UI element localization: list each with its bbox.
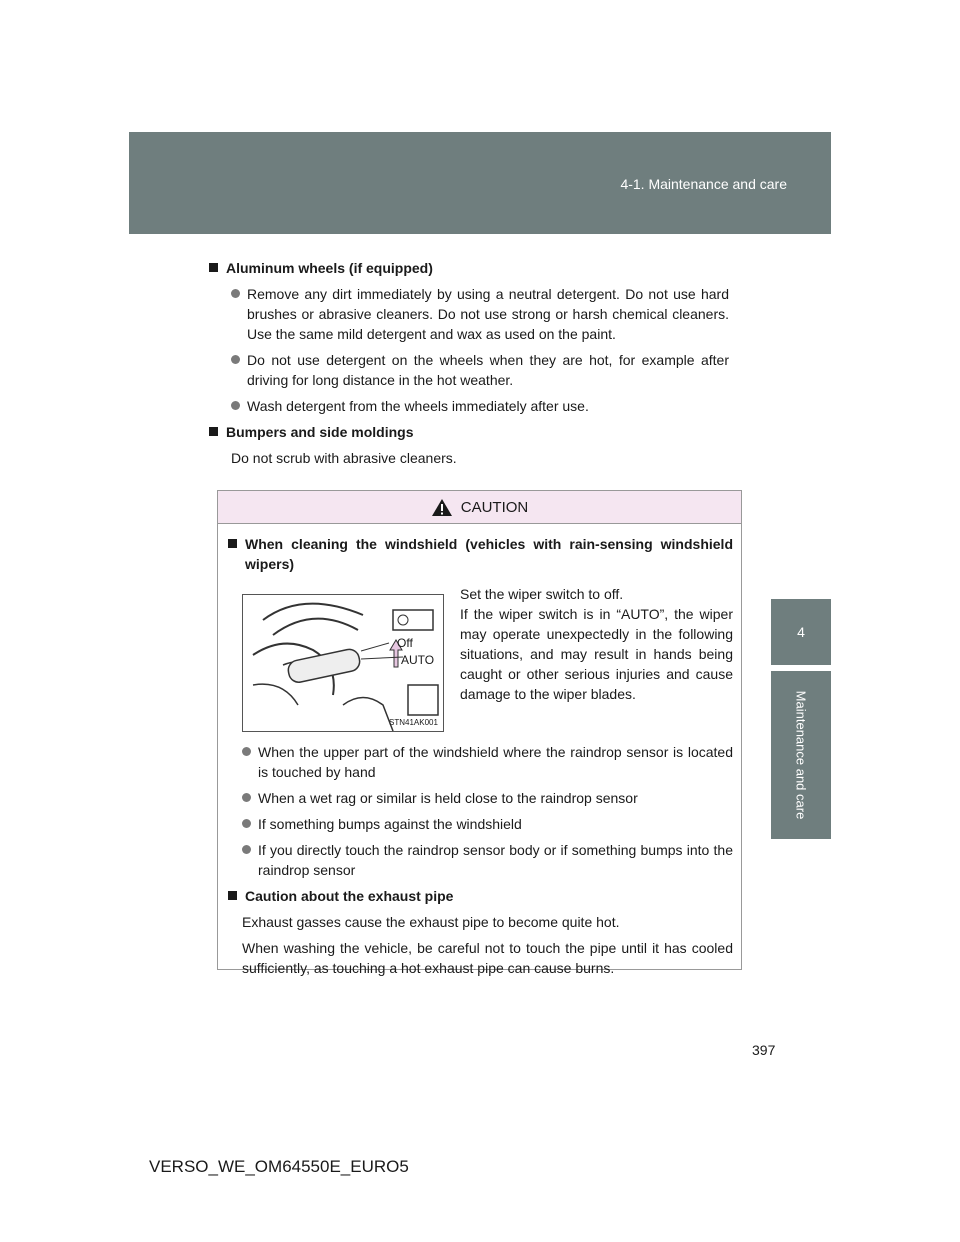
wiper-switch-illustration <box>243 595 443 731</box>
list-item <box>242 742 733 782</box>
list-item-text: Wash detergent from the wheels immediately after use. <box>247 398 589 414</box>
list-item <box>231 396 729 416</box>
bullet-dot-icon <box>242 845 251 854</box>
paragraph: Exhaust gasses cause the exhaust pipe to become quite hot. <box>242 914 620 930</box>
caution-header <box>218 491 741 524</box>
list-item <box>242 840 733 880</box>
section-title: 4-1. Maintenance and care <box>620 176 787 192</box>
square-bullet-icon <box>228 539 237 548</box>
heading-text: Aluminum wheels (if equipped) <box>226 260 433 276</box>
page-number: 397 <box>752 1042 776 1058</box>
bullet-dot-icon <box>231 355 240 364</box>
heading-text: Bumpers and side moldings <box>226 424 414 440</box>
main-content <box>209 258 729 474</box>
figure-code: STN41AK001 <box>389 718 438 727</box>
chapter-tab-text: Maintenance and care <box>793 690 809 820</box>
square-bullet-icon <box>209 427 218 436</box>
section-heading <box>209 258 729 278</box>
list-item <box>231 350 729 390</box>
section-heading <box>228 534 733 574</box>
off-label: Off <box>397 636 413 650</box>
chapter-tab-label <box>771 671 831 839</box>
list-item-text: If something bumps against the windshield <box>258 816 522 832</box>
section-heading <box>228 886 733 906</box>
bullet-dot-icon <box>242 819 251 828</box>
heading-text: Caution about the exhaust pipe <box>245 888 454 904</box>
square-bullet-icon <box>209 263 218 272</box>
figure-text: If the wiper switch is in “AUTO”, the wiper may operate unexpectedly in the following situations, and may result in hands being caught or other serious injuries and cause damage to the wiper blades. <box>460 606 733 702</box>
list-item-text: When a wet rag or similar is held close to the raindrop sensor <box>258 790 638 806</box>
wiper-switch-figure <box>242 594 444 732</box>
list-item-text: If you directly touch the raindrop sensor body or if something bumps into the raindrop sensor <box>258 842 733 878</box>
bullet-dot-icon <box>242 747 251 756</box>
list-item <box>231 284 729 344</box>
paragraph: Do not scrub with abrasive cleaners. <box>231 450 457 466</box>
heading-text: When cleaning the windshield (vehicles with rain-sensing windshield wipers) <box>245 536 733 572</box>
caution-title: CAUTION <box>460 498 529 516</box>
auto-label: AUTO <box>401 653 435 667</box>
paragraph: When washing the vehicle, be careful not to touch the pipe until it has cooled sufficiently, as touching a hot exhaust pipe can cause burns. <box>242 940 733 976</box>
bullet-dot-icon <box>231 401 240 410</box>
footer-code: VERSO_WE_OM64550E_EURO5 <box>149 1157 409 1176</box>
caution-body <box>218 524 741 978</box>
list-item <box>242 788 733 808</box>
figure-description <box>460 582 733 732</box>
bullet-dot-icon <box>231 289 240 298</box>
list-item <box>242 814 733 834</box>
figure-text: Set the wiper switch to off. <box>460 586 624 602</box>
bullet-dot-icon <box>242 793 251 802</box>
caution-box <box>217 490 742 976</box>
chapter-tab-number: 4 <box>771 599 831 665</box>
list-item-text: When the upper part of the windshield where the raindrop sensor is located is touched by hand <box>258 744 733 780</box>
list-item-text: Remove any dirt immediately by using a neutral detergent. Do not use hard brushes or abrasive cleaners. Do not use strong or harsh chemical cleaners. Use the same mild detergent and wax as used on the paint. <box>247 286 729 342</box>
square-bullet-icon <box>228 891 237 900</box>
section-heading <box>209 422 729 442</box>
list-item-text: Do not use detergent on the wheels when they are hot, for example after driving for long distance in the hot weather. <box>247 352 729 388</box>
figure-row <box>242 582 733 732</box>
header-band <box>129 132 831 234</box>
warning-icon <box>431 498 453 517</box>
